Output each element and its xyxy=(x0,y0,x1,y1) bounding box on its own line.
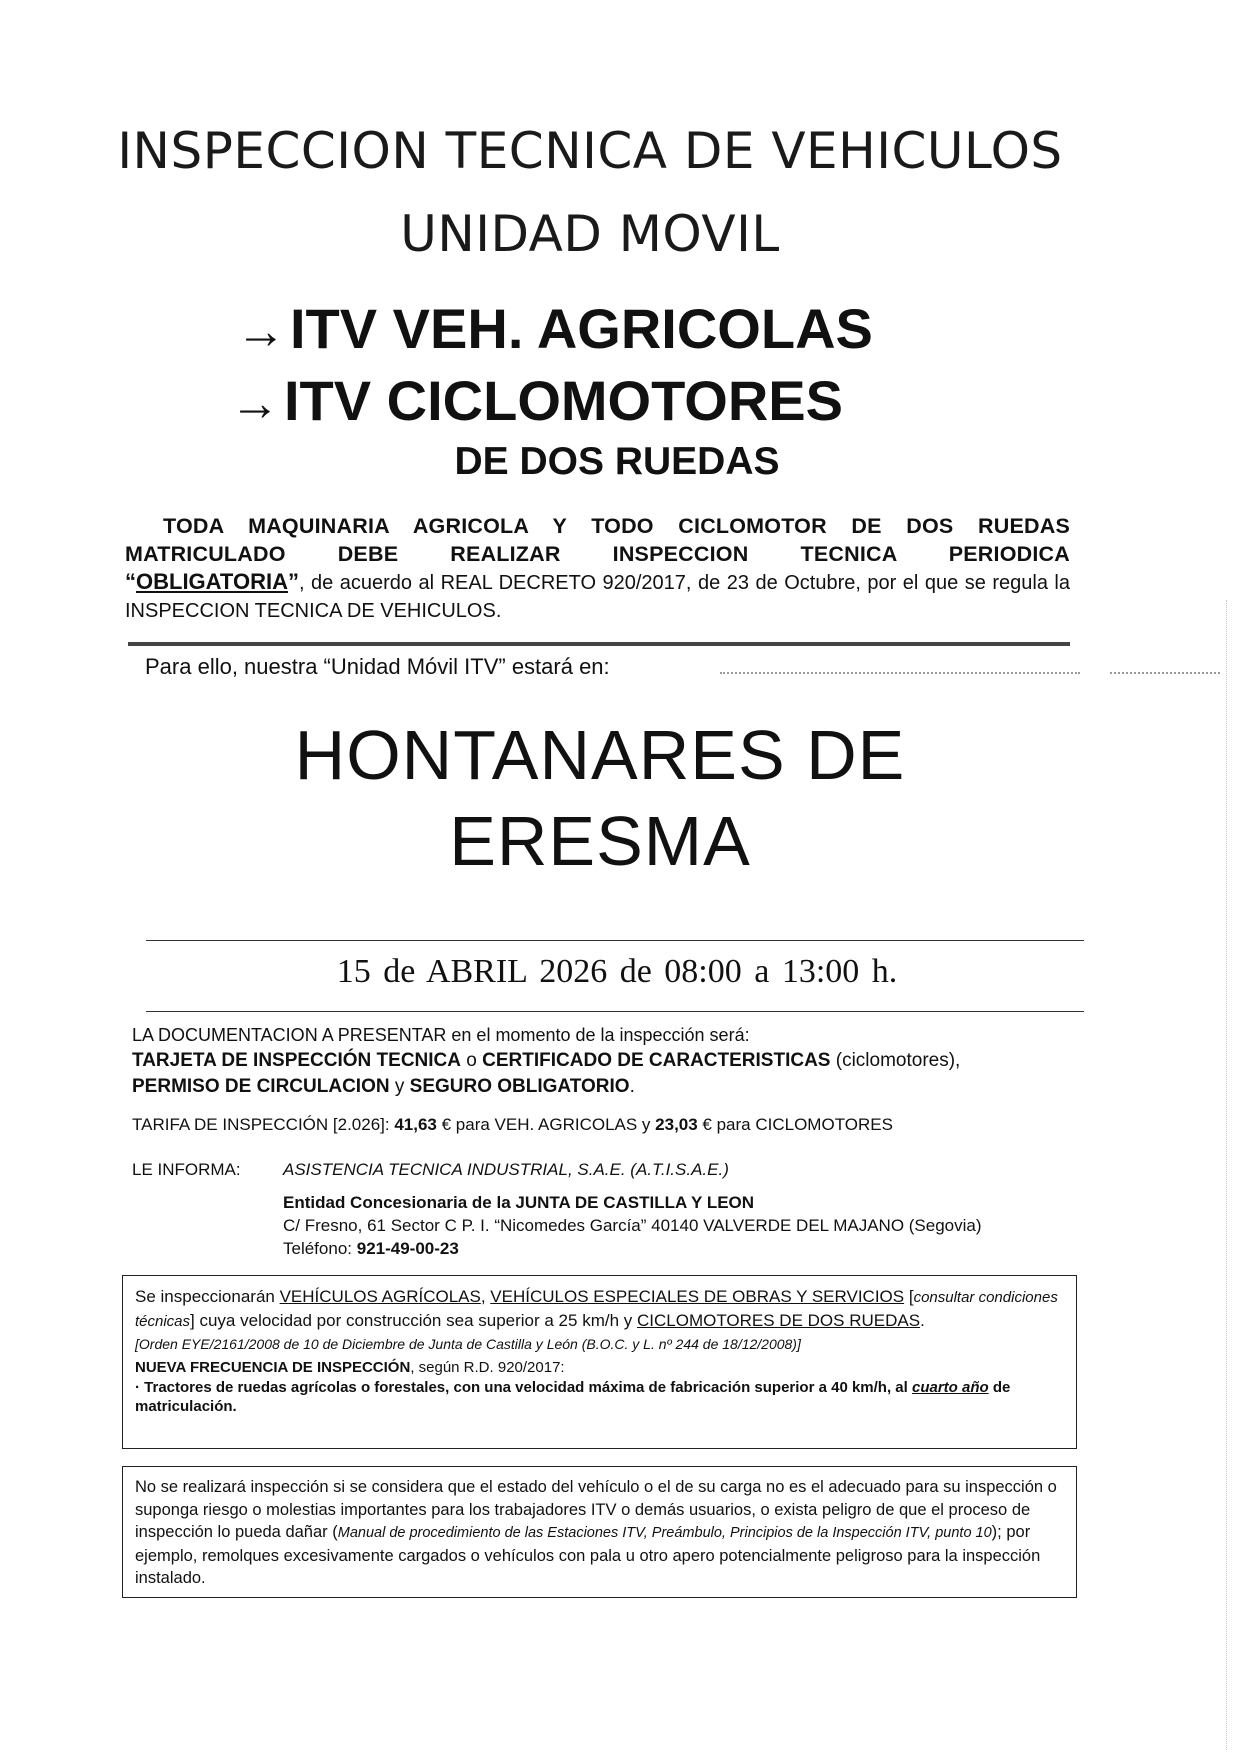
itv-agricolas-text: ITV VEH. AGRICOLAS xyxy=(290,297,873,360)
box1-frecuencia-bold: NUEVA FRECUENCIA DE INSPECCIÓN xyxy=(135,1359,411,1376)
box1-orden: [Orden EYE/2161/2008 de 10 de Diciembre de Junta de Castilla y León (B.O.C. y L. nº 244 de 18/12/2008)] xyxy=(135,1336,801,1352)
arrow-right-icon: → xyxy=(230,375,280,431)
informa-details xyxy=(283,1191,1083,1260)
box2-text-b: ); por ejemplo, remolques excesivamente cargados o vehículos con pala u otro apero potencialmente peligroso para la inspección instalado. xyxy=(135,1523,1041,1587)
title-line-2: UNIDAD MOVIL xyxy=(400,205,780,263)
dos-ruedas-subtitle: DE DOS RUEDAS xyxy=(454,440,780,483)
doc-certificado: CERTIFICADO DE CARACTERISTICAS xyxy=(482,1050,831,1071)
doc-or-1: o xyxy=(461,1050,483,1071)
divider-date-bottom xyxy=(146,1011,1084,1012)
box1-text-c: [ xyxy=(904,1287,914,1306)
box1-frecuencia-rest: , según R.D. 920/2017: xyxy=(410,1359,565,1376)
arrow-right-icon: → xyxy=(236,303,286,359)
event-date: 15 de ABRIL 2026 de 08:00 a 13:00 h. xyxy=(336,953,898,990)
box1-text-a: Se inspeccionarán xyxy=(135,1287,280,1306)
box1-tractores xyxy=(135,1378,1064,1416)
title-line-1: INSPECCION TECNICA DE VEHICULOS xyxy=(117,122,1063,180)
tarifa-label: TARIFA DE INSPECCIÓN [2.026]: xyxy=(132,1115,390,1134)
divider-thick xyxy=(128,642,1070,646)
info-box-vehicles xyxy=(122,1275,1077,1449)
box1-text-d: ] cuya velocidad por construcción sea superior a 25 km/h y xyxy=(190,1311,637,1330)
box1-ciclomotores: CICLOMOTORES DE DOS RUEDAS xyxy=(636,1311,921,1330)
informa-phone-label: Teléfono: xyxy=(283,1239,357,1258)
location-lead: Para ello, nuestra “Unidad Móvil ITV” estará en: xyxy=(145,654,610,679)
box1-vehiculos-agricolas: VEHÍCULOS AGRÍCOLAS xyxy=(279,1287,481,1306)
scan-dotted-line-edge xyxy=(1110,672,1220,674)
box1-condiciones: consultar condiciones técnicas xyxy=(135,1289,1058,1330)
box2-manual-ref: Manual de procedimiento de las Estaciones ITV, Preámbulo, Principios de la Inspección ITV, punto 10 xyxy=(337,1525,992,1541)
doc-seguro: SEGURO OBLIGATORIO xyxy=(409,1076,630,1097)
informa-company: ASISTENCIA TECNICA INDUSTRIAL, S.A.E. (A.T.I.S.A.E.) xyxy=(283,1160,729,1179)
tarifa-line xyxy=(132,1115,1092,1135)
scan-dotted-line xyxy=(720,672,1080,674)
doc-tarjeta: TARJETA DE INSPECCIÓN TECNICA xyxy=(132,1050,462,1071)
divider-date-top xyxy=(146,940,1084,941)
informa-address: C/ Fresno, 61 Sector C P. I. “Nicomedes García” 40140 VALVERDE DEL MAJANO (Segovia) xyxy=(283,1216,982,1235)
documentation-lead xyxy=(132,1022,1092,1048)
itv-agricolas-line xyxy=(236,296,956,361)
place-line-1: HONTANARES DE xyxy=(294,716,906,794)
tarifa-euro-agricolas: € para VEH. AGRICOLAS y xyxy=(436,1115,656,1134)
tarifa-price-ciclomotores: 23,03 xyxy=(655,1115,698,1134)
doc-and-1: y xyxy=(389,1076,410,1097)
box1-vehiculos-especiales: VEHÍCULOS ESPECIALES DE OBRAS Y SERVICIOS xyxy=(490,1287,905,1306)
documentation-lead-rest: en el momento de la inspección será: xyxy=(446,1025,750,1045)
box1-vehicles-text xyxy=(135,1285,1064,1333)
doc-permiso: PERMISO DE CIRCULACION xyxy=(132,1076,390,1097)
box2-warning-text xyxy=(135,1476,1064,1590)
informa-entity: Entidad Concesionaria de la JUNTA DE CASTILLA Y LEON xyxy=(283,1193,755,1212)
itv-ciclomotores-text: ITV CICLOMOTORES xyxy=(284,369,843,432)
place-line-2: ERESMA xyxy=(449,802,751,880)
documentation-items-line-2 xyxy=(132,1074,1092,1100)
box1-tractores-end: de matriculación. xyxy=(135,1379,1011,1415)
info-box-warning xyxy=(122,1466,1077,1598)
scan-edge-line xyxy=(1226,600,1227,1750)
place-name xyxy=(0,712,1200,884)
obligatoria-word: OBLIGATORIA xyxy=(136,569,288,594)
intro-paragraph xyxy=(125,512,1070,625)
documentation-items-line-1 xyxy=(132,1048,1092,1074)
tarifa-price-agricolas: 41,63 xyxy=(394,1115,437,1134)
oblig-open-quote: “ xyxy=(125,569,136,594)
doc-certificado-note: (ciclomotores), xyxy=(830,1050,961,1071)
tarifa-euro-ciclomotores: € para CICLOMOTORES xyxy=(697,1115,893,1134)
intro-caps-line-2: MATRICULADO DEBE REALIZAR INSPECCION TECNICA PERIODICA xyxy=(125,542,1070,566)
box1-text-e: . xyxy=(920,1311,925,1330)
box2-text-a: No se realizará inspección si se considera que el estado del vehículo o el de su carga no es el adecuado para su inspección o suponga riesgo o molestias importantes para los trabajadores ITV o demás usuarios, o exista peligro de que el proceso de inspección lo pueda dañar ( xyxy=(135,1478,1057,1541)
intro-legal-rest: , de acuerdo al REAL DECRETO 920/2017, de 23 de Octubre, por el que se regula la INSPECCION TECNICA DE VEHICULOS. xyxy=(125,572,1070,622)
bullet-icon: · xyxy=(135,1379,145,1396)
box1-text-b: , xyxy=(480,1287,491,1306)
itv-ciclomotores-line xyxy=(230,368,950,433)
box1-cuarto-anio: cuarto año xyxy=(911,1379,989,1396)
documentation-lead-caps: LA DOCUMENTACION A PRESENTAR xyxy=(132,1025,447,1045)
documentation-section xyxy=(132,1022,1092,1100)
informa-phone-line xyxy=(283,1237,1083,1260)
doc-end: . xyxy=(629,1076,635,1097)
informa-label: LE INFORMA: xyxy=(132,1160,241,1179)
informa-phone: 921-49-00-23 xyxy=(356,1239,459,1258)
box1-tractores-text: Tractores de ruedas agrícolas o forestales, con una velocidad máxima de fabricación superior a 40 km/h, al xyxy=(144,1379,912,1396)
intro-caps-line-1: TODA MAQUINARIA AGRICOLA Y TODO CICLOMOTOR DE DOS RUEDAS xyxy=(163,514,1070,538)
box1-frecuencia xyxy=(135,1358,1064,1378)
oblig-close-quote: ” xyxy=(287,569,299,594)
intro-legal-text xyxy=(125,568,1070,625)
